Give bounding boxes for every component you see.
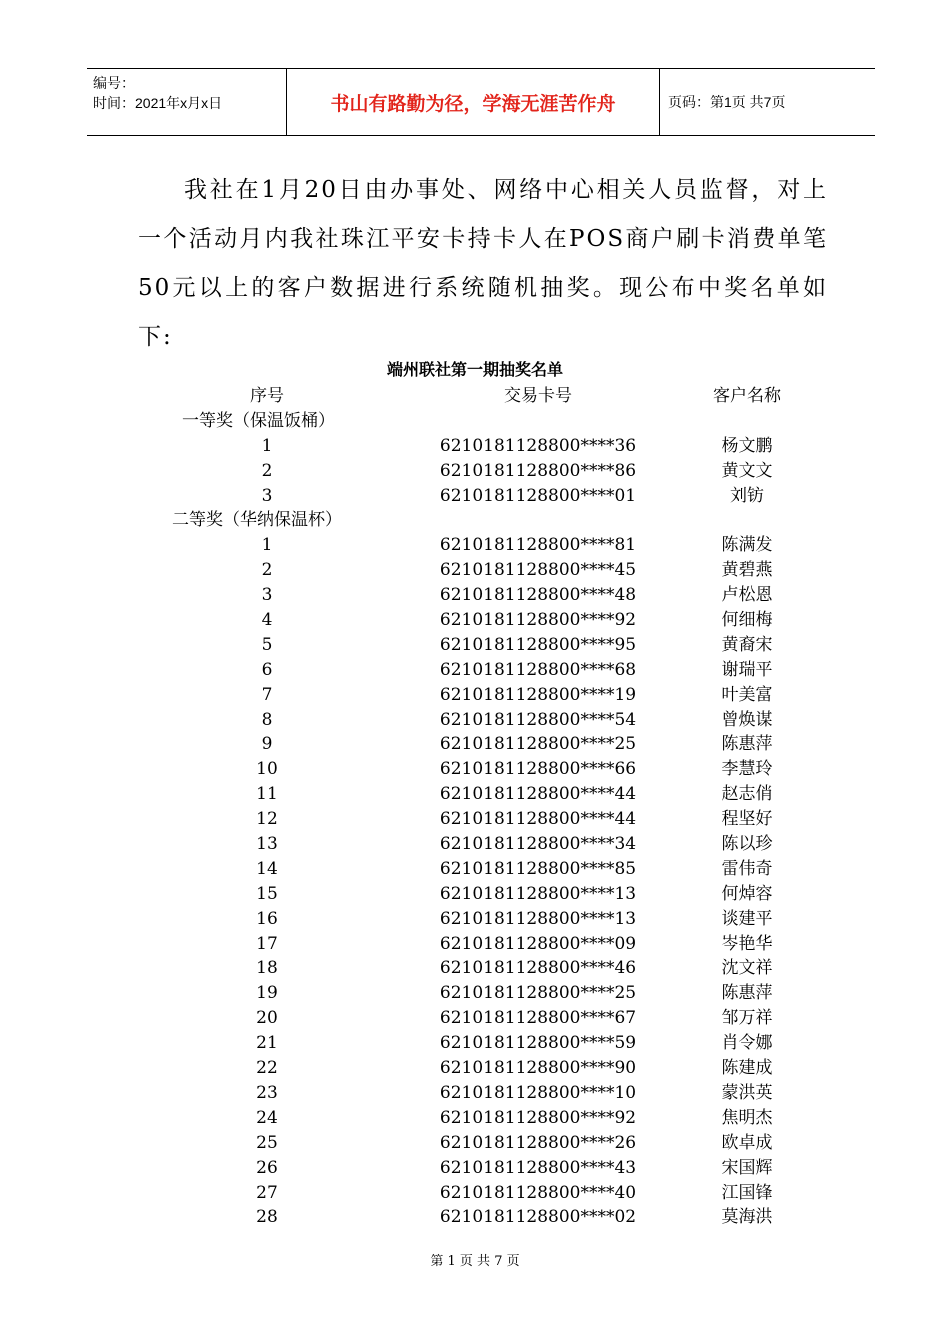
card-number: 6210181128800****54: [439, 709, 637, 730]
section-label: 一等奖（保温饭桶）: [182, 410, 335, 431]
customer-name: 肖令娜: [721, 1033, 773, 1054]
table-row: [0, 956, 950, 981]
row-number: 22: [256, 1058, 278, 1079]
customer-name: 谈建平: [721, 908, 773, 929]
card-number: 6210181128800****02: [439, 1207, 637, 1228]
card-number: 6210181128800****26: [439, 1132, 637, 1153]
header-motto: 书山有路勤为径，学海无涯苦作舟: [286, 69, 660, 135]
customer-name: 陈建成: [721, 1058, 773, 1079]
row-number: 5: [261, 634, 273, 655]
table-row: [0, 932, 950, 957]
customer-name: 黄裔宋: [721, 634, 773, 655]
document-number-label: 编号：: [93, 75, 135, 91]
column-header-card: 交易卡号: [504, 386, 572, 406]
table-row: [0, 907, 950, 932]
table-row: [0, 658, 950, 683]
row-number: 21: [256, 1033, 278, 1054]
table-row: [0, 434, 950, 459]
table-header-row: [0, 384, 950, 409]
card-number: 6210181128800****40: [439, 1182, 637, 1203]
table-row: [0, 583, 950, 608]
customer-name: 陈惠萍: [721, 983, 773, 1004]
customer-name: 焦明杰: [721, 1107, 773, 1128]
customer-name: 刘钫: [730, 485, 764, 506]
page-header: [87, 68, 875, 136]
document-time-label: 时间：2021年x月x日: [93, 95, 223, 111]
card-number: 6210181128800****09: [439, 933, 637, 954]
row-number: 4: [261, 610, 273, 631]
customer-name: 宋国辉: [721, 1157, 773, 1178]
list-title: 端州联社第一期抽奖名单: [386, 360, 563, 379]
row-number: 3: [261, 485, 273, 506]
customer-name: 黄碧燕: [721, 560, 773, 581]
table-row: [0, 708, 950, 733]
customer-name: 陈以珍: [721, 834, 773, 855]
table-row: [0, 981, 950, 1006]
row-number: 1: [261, 535, 273, 556]
customer-name: 雷伟奇: [721, 858, 773, 879]
card-number: 6210181128800****44: [439, 784, 637, 805]
row-number: 14: [256, 858, 278, 879]
card-number: 6210181128800****45: [439, 560, 637, 581]
customer-name: 李慧玲: [721, 759, 773, 780]
table-row: [0, 608, 950, 633]
card-number: 6210181128800****25: [439, 983, 637, 1004]
card-number: 6210181128800****34: [439, 834, 637, 855]
table-row: [0, 484, 950, 509]
section-row: [0, 508, 950, 533]
card-number: 6210181128800****48: [439, 585, 637, 606]
customer-name: 赵志俏: [721, 784, 773, 805]
customer-name: 卢松恩: [721, 585, 773, 606]
customer-name: 沈文祥: [721, 958, 773, 979]
card-number: 6210181128800****68: [439, 659, 637, 680]
card-number: 6210181128800****13: [439, 883, 637, 904]
table-row: [0, 782, 950, 807]
table-row: [0, 1031, 950, 1056]
row-number: 18: [256, 958, 278, 979]
column-header-name: 客户名称: [713, 386, 781, 406]
customer-name: 曾焕谋: [721, 709, 773, 730]
card-number: 6210181128800****43: [439, 1157, 637, 1178]
customer-name: 邹万祥: [721, 1008, 773, 1029]
customer-name: 谢瑞平: [721, 659, 773, 680]
table-row: [0, 558, 950, 583]
table-row: [0, 757, 950, 782]
card-number: 6210181128800****86: [439, 460, 637, 481]
row-number: 7: [261, 684, 273, 705]
card-number: 6210181128800****90: [439, 1058, 637, 1079]
card-number: 6210181128800****13: [439, 908, 637, 929]
customer-name: 岑艳华: [721, 933, 773, 954]
row-number: 13: [256, 834, 278, 855]
table-row: [0, 1006, 950, 1031]
winner-table: [0, 384, 950, 1230]
table-row: [0, 1056, 950, 1081]
card-number: 6210181128800****81: [439, 535, 637, 556]
card-number: 6210181128800****59: [439, 1033, 637, 1054]
card-number: 6210181128800****85: [439, 858, 637, 879]
card-number: 6210181128800****44: [439, 809, 637, 830]
row-number: 20: [256, 1008, 278, 1029]
row-number: 10: [256, 759, 278, 780]
row-number: 8: [261, 709, 273, 730]
table-row: [0, 1106, 950, 1131]
column-header-no: 序号: [250, 386, 284, 406]
row-number: 2: [261, 560, 273, 581]
card-number: 6210181128800****95: [439, 634, 637, 655]
card-number: 6210181128800****01: [439, 485, 637, 506]
table-row: [0, 1181, 950, 1206]
customer-name: 何焯容: [721, 883, 773, 904]
row-number: 16: [256, 908, 278, 929]
intro-paragraph: 我社在1月20日由办事处、网络中心相关人员监督，对上一个活动月内我社珠江平安卡持卡人在POS商户刷卡消费单笔50元以上的客户数据进行系统随机抽奖。现公布中奖名单如下:: [138, 177, 828, 350]
card-number: 6210181128800****92: [439, 1107, 637, 1128]
header-meta: [87, 69, 286, 135]
row-number: 2: [261, 460, 273, 481]
row-number: 6: [261, 659, 273, 680]
section-label: 二等奖（华纳保温杯）: [172, 510, 342, 531]
customer-name: 陈惠萍: [721, 734, 773, 755]
customer-name: 何细梅: [721, 610, 773, 631]
row-number: 17: [256, 933, 278, 954]
table-row: [0, 633, 950, 658]
card-number: 6210181128800****25: [439, 734, 637, 755]
table-row: [0, 1081, 950, 1106]
table-row: [0, 1156, 950, 1181]
customer-name: 程坚好: [721, 809, 773, 830]
row-number: 23: [256, 1082, 278, 1103]
table-row: [0, 533, 950, 558]
card-number: 6210181128800****10: [439, 1082, 637, 1103]
row-number: 3: [261, 585, 273, 606]
header-page-info: 页码：第1页 共7页: [668, 94, 786, 110]
table-row: [0, 1205, 950, 1230]
row-number: 24: [256, 1107, 278, 1128]
table-row: [0, 459, 950, 484]
card-number: 6210181128800****66: [439, 759, 637, 780]
customer-name: 江国锋: [721, 1182, 773, 1203]
card-number: 6210181128800****92: [439, 610, 637, 631]
customer-name: 蒙洪英: [721, 1082, 773, 1103]
row-number: 12: [256, 809, 278, 830]
table-row: [0, 832, 950, 857]
row-number: 25: [256, 1132, 278, 1153]
customer-name: 黄文文: [721, 460, 773, 481]
row-number: 19: [256, 983, 278, 1004]
row-number: 15: [256, 883, 278, 904]
customer-name: 叶美富: [721, 684, 773, 705]
row-number: 28: [256, 1207, 278, 1228]
table-row: [0, 683, 950, 708]
card-number: 6210181128800****19: [439, 684, 637, 705]
page-footer: 第 1 页 共 7 页: [430, 1254, 520, 1269]
section-row: [0, 409, 950, 434]
customer-name: 杨文鹏: [721, 435, 773, 456]
table-row: [0, 1131, 950, 1156]
row-number: 26: [256, 1157, 278, 1178]
customer-name: 莫海洪: [721, 1207, 773, 1228]
table-row: [0, 882, 950, 907]
card-number: 6210181128800****46: [439, 958, 637, 979]
table-row: [0, 732, 950, 757]
customer-name: 陈满发: [721, 535, 773, 556]
row-number: 1: [261, 435, 273, 456]
row-number: 9: [261, 734, 273, 755]
table-row: [0, 857, 950, 882]
customer-name: 欧卓成: [721, 1132, 773, 1153]
card-number: 6210181128800****36: [439, 435, 637, 456]
row-number: 27: [256, 1182, 278, 1203]
row-number: 11: [256, 784, 278, 805]
card-number: 6210181128800****67: [439, 1008, 637, 1029]
table-row: [0, 807, 950, 832]
